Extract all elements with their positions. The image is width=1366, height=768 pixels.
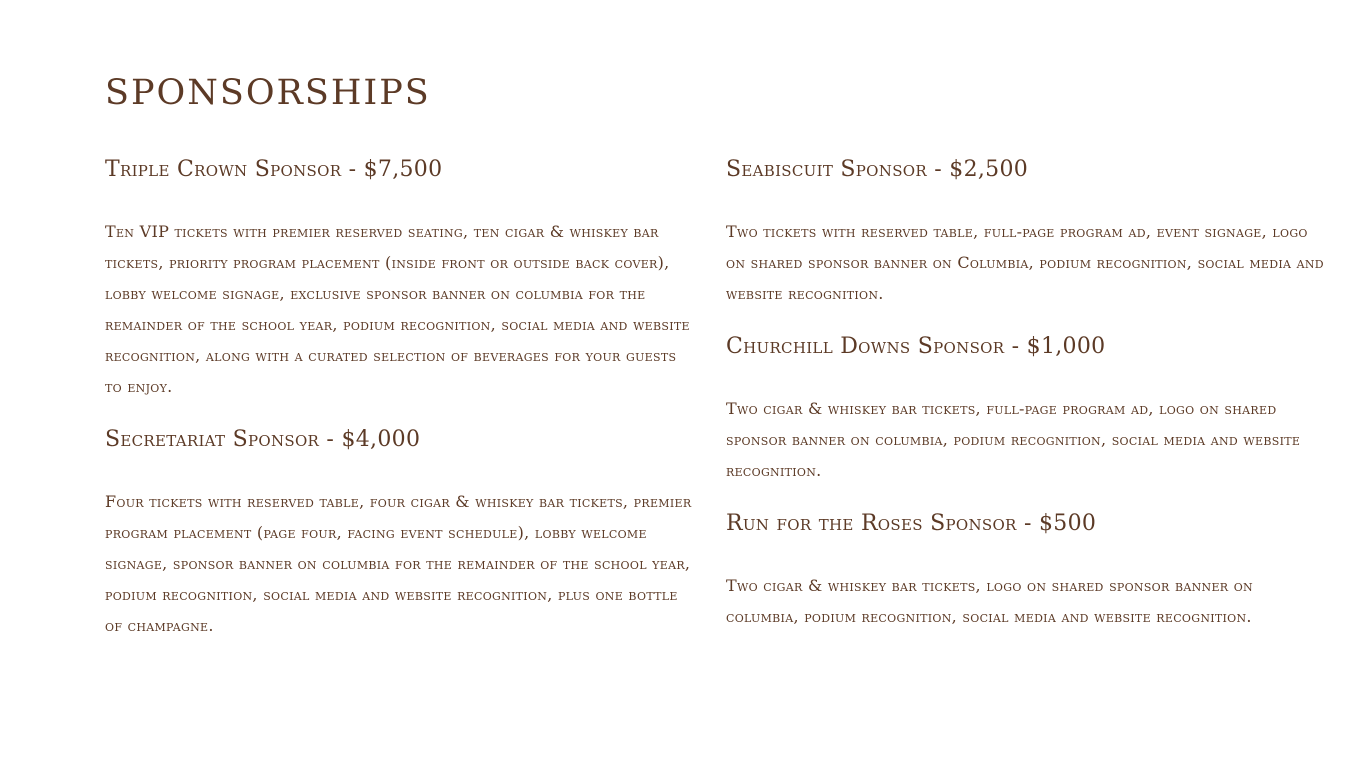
tier-heading: Seabiscuit Sponsor - $2,500 — [726, 157, 1029, 182]
tier-heading: Run for the Roses Sponsor - $500 — [726, 511, 1097, 536]
tier-description: Ten VIP tickets with premier reserved seating, ten cigar & whiskey bar tickets, priority program placement (inside front or outside back cover), lobby welcome signage, exclusive sponsor banner on columbia for the remainder of the school year, podium recognition, social media and website recognition, along with a curated selection of beverages for your guests to enjoy. — [105, 222, 690, 396]
tier-description: Two tickets with reserved table, full-page program ad, event signage, logo on shared sponsor banner on Columbia, podium recognition, social media and website recognition. — [726, 222, 1324, 303]
sponsor-tier-run-for-the-roses — [726, 506, 1326, 632]
sponsor-tier-secretariat — [105, 422, 695, 641]
tier-heading: Secretariat Sponsor - $4,000 — [105, 427, 421, 452]
tier-heading: Triple Crown Sponsor - $7,500 — [105, 157, 443, 182]
tier-heading: Churchill Downs Sponsor - $1,000 — [726, 334, 1106, 359]
sponsor-tier-triple-crown — [105, 152, 695, 402]
tier-description: Two cigar & whiskey bar tickets, full-page program ad, logo on shared sponsor banner on columbia, podium recognition, social media and website recognition. — [726, 399, 1301, 480]
tier-description: Two cigar & whiskey bar tickets, logo on shared sponsor banner on columbia, podium recognition, social media and website recognition. — [726, 576, 1253, 626]
left-column — [105, 152, 695, 641]
page-title: SPONSORSHIPS — [105, 73, 431, 113]
right-column — [726, 152, 1326, 632]
sponsor-tier-churchill-downs — [726, 329, 1326, 486]
sponsor-tier-seabiscuit — [726, 152, 1326, 309]
tier-description: Four tickets with reserved table, four cigar & whiskey bar tickets, premier program placement (page four, facing event schedule), lobby welcome signage, sponsor banner on columbia for the remainder of the school year, podium recognition, social media and website recognition, plus one bottle of champagne. — [105, 492, 692, 635]
